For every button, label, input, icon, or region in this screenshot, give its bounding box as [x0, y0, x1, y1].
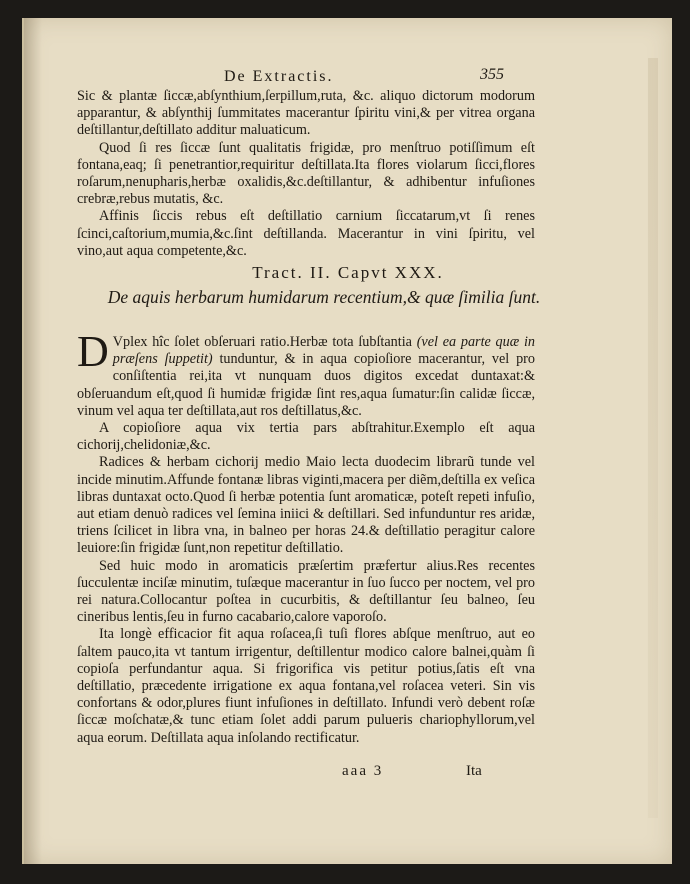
intro-paragraph-2: Quod ſi res ſiccæ ſunt qualitatis frigidæ, pro menſtruo potiſſimum eſt fontana,eaq; ſi penetrantior,requiritur deſtillata.Ita flores violarum ſicci,flores roſarum,nenupharis,herbæ oxalidis,&c.deſtillantur, & adhibentur infuſiones crebræ,rebus mutatis, &c. [77, 139, 535, 208]
intro-block [77, 88, 535, 260]
intro-paragraph-1: Sic & plantæ ſiccæ,abſynthium,ſerpillum,ruta, &c. aliquo dictorum modorum apparantur, & abſynthij ſummitates macerantur ſpiritu vini,& per vitrea organa deſtillantur,deſtillato additur maluaticum. [77, 88, 535, 139]
running-title: De Extractis. [224, 68, 334, 85]
page-number: 355 [480, 66, 504, 83]
chapter-heading: Tract. II. Capvt XXX. [252, 263, 444, 282]
chapter-first-paragraph [77, 327, 535, 420]
intro-paragraph-3: Affinis ſiccis rebus eſt deſtillatio carnium ſiccatarum,vt ſi renes ſcinci,caſtorium,mumia,&c.ſint deſtillanda. Macerantur in vini ſpiritu, vel vino,aut aqua competente,&c. [77, 208, 535, 259]
chapter-body [77, 327, 535, 747]
drop-cap: D [77, 327, 109, 376]
first-paragraph-italic: (vel ea parte quæ in præſens ſuppetit) [112, 334, 535, 368]
paper-edge-stain [648, 58, 658, 818]
book-page [22, 18, 672, 864]
first-paragraph-start: Vplex hîc ſolet obſeruari ratio.Herbæ tota ſubſtantia [112, 334, 417, 350]
chapter-subtitle: De aquis herbarum humidarum recentium,& quæ ſimilia ſunt. [107, 287, 541, 307]
chapter-paragraph-5: Ita longè efficacior fit aqua roſacea,ſi tuſi flores abſque menſtruo, aut eo ſaltem pauco,ita vt tantum irrigentur, deſtillentur modico calore balnei,quàm ſi copioſa perfundantur aqua. Si frigorifica vis petitur potius,ſatis eſt vna deſtillatio, præcedente irrigatione ex aqua fontana,vel roſacea veteri. Sin vis confortans & odor,plures fiunt infuſiones in deſtillato. Infundi verò debent roſæ ſiccæ moſchatæ,& tunc etiam ſolet addi parum pulueris chariophyllorum,vel aqua eorum. Deſtillata aqua inſolando rectificatur. [77, 626, 535, 746]
signature-mark: aaa 3 [342, 763, 384, 779]
catchword: Ita [466, 763, 482, 779]
first-paragraph-rest: tunduntur, & in aqua copioſiore macerantur, vel pro conſiſtentia rei,ita vt nunquam duos digitos excedat duntaxat:& obſeruandum eſt,quod ſi humidæ frigidæ ſint res,aqua ſumatur:ſin calidæ ſiccæ, vinum vel aqua ter deſtillata,aut ros deſtillatus,&c. [77, 351, 535, 419]
gutter-shadow [24, 18, 42, 864]
chapter-paragraph-3: Radices & herbam cichorij medio Maio lecta duodecim librarũ tunde vel incide minutim.Affunde fontanæ libras viginti,macera per diẽm,deſtilla ex veſica libras duntaxat octo.Quod ſi herbæ potentia ſunt aromaticæ, poteſt repeti infuſio, aut etiam denuò radices vel ſemina iniici & deſtillari. Sed infunduntur res aridæ, triens ſcilicet in libra vna, in balneo per horas 24.& deſtillatio peragitur calore leuiore:ſin frigidæ ſunt,non repetitur deſtillatio. [77, 454, 535, 557]
chapter-paragraph-2: A copioſiore aqua vix tertia pars abſtrahitur.Exemplo eſt aqua cichorij,chelidoniæ,&c. [77, 420, 535, 454]
chapter-paragraph-4: Sed huic modo in aromaticis præſertim præfertur alius.Res recentes ſucculentæ inciſæ minutim, tuſæque macerantur in ſuo ſucco per noctem, vel pro rei natura.Collocantur poſtea in cucurbitis, & deſtillantur ſeu balneo, ſeu cineribus lentis,ſeu in furno cacabario,calore vaporoſo. [77, 557, 535, 626]
